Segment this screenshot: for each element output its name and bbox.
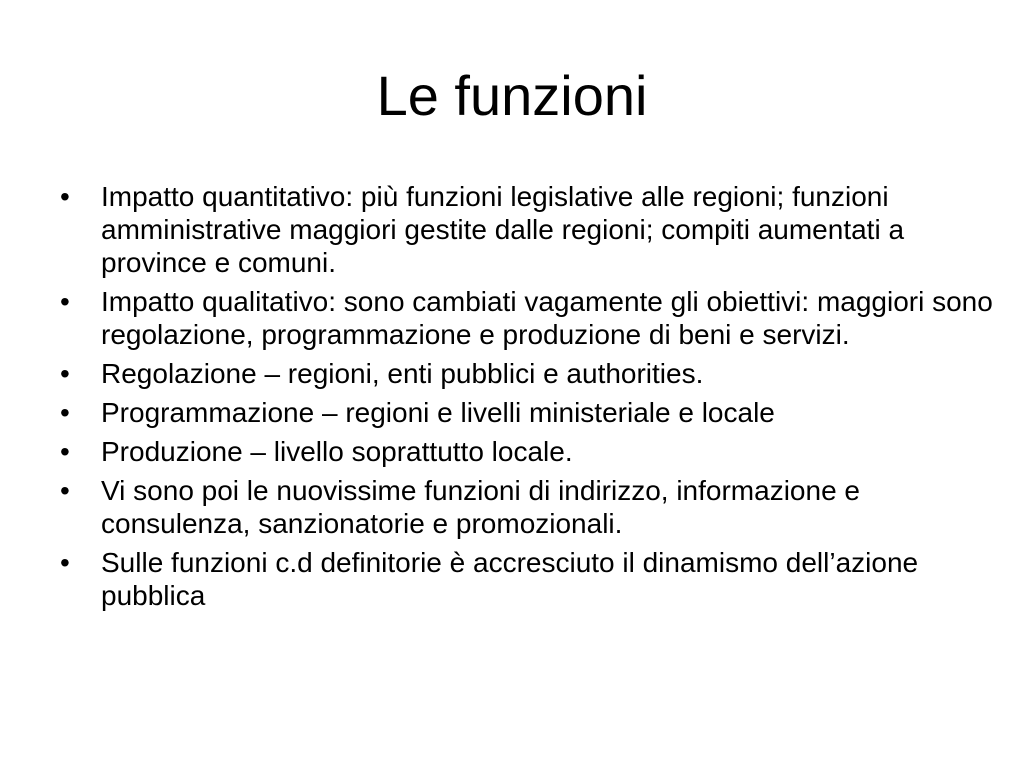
bullet-text: Produzione – livello soprattutto locale. (101, 436, 573, 467)
bullet-marker: • (60, 547, 70, 578)
bullet-list (56, 180, 996, 618)
bullet-marker: • (60, 397, 70, 428)
bullet-item (56, 285, 996, 351)
bullet-item (56, 546, 996, 612)
bullet-text: Regolazione – regioni, enti pubblici e authorities. (101, 358, 704, 389)
bullet-marker: • (60, 358, 70, 389)
bullet-item (56, 396, 996, 429)
bullet-item (56, 435, 996, 468)
bullet-marker: • (60, 436, 70, 467)
bullet-text: Impatto quantitativo: più funzioni legislative alle regioni; funzioni amministrative maggiori gestite dalle regioni; compiti aumentati a province e comuni. (101, 181, 905, 278)
bullet-item (56, 357, 996, 390)
bullet-marker: • (60, 181, 70, 212)
bullet-marker: • (60, 286, 70, 317)
bullet-marker: • (60, 475, 70, 506)
bullet-item (56, 180, 996, 279)
bullet-text: Vi sono poi le nuovissime funzioni di indirizzo, informazione e consulenza, sanzionatorie e promozionali. (101, 475, 860, 539)
bullet-text: Impatto qualitativo: sono cambiati vagamente gli obiettivi: maggiori sono regolazione, programmazione e produzione di beni e servizi. (101, 286, 993, 350)
bullet-text: Sulle funzioni c.d definitorie è accresciuto il dinamismo dell’azione pubblica (101, 547, 919, 611)
slide-title: Le funzioni (376, 64, 648, 127)
bullet-item (56, 474, 996, 540)
bullet-text: Programmazione – regioni e livelli ministeriale e locale (101, 397, 775, 428)
